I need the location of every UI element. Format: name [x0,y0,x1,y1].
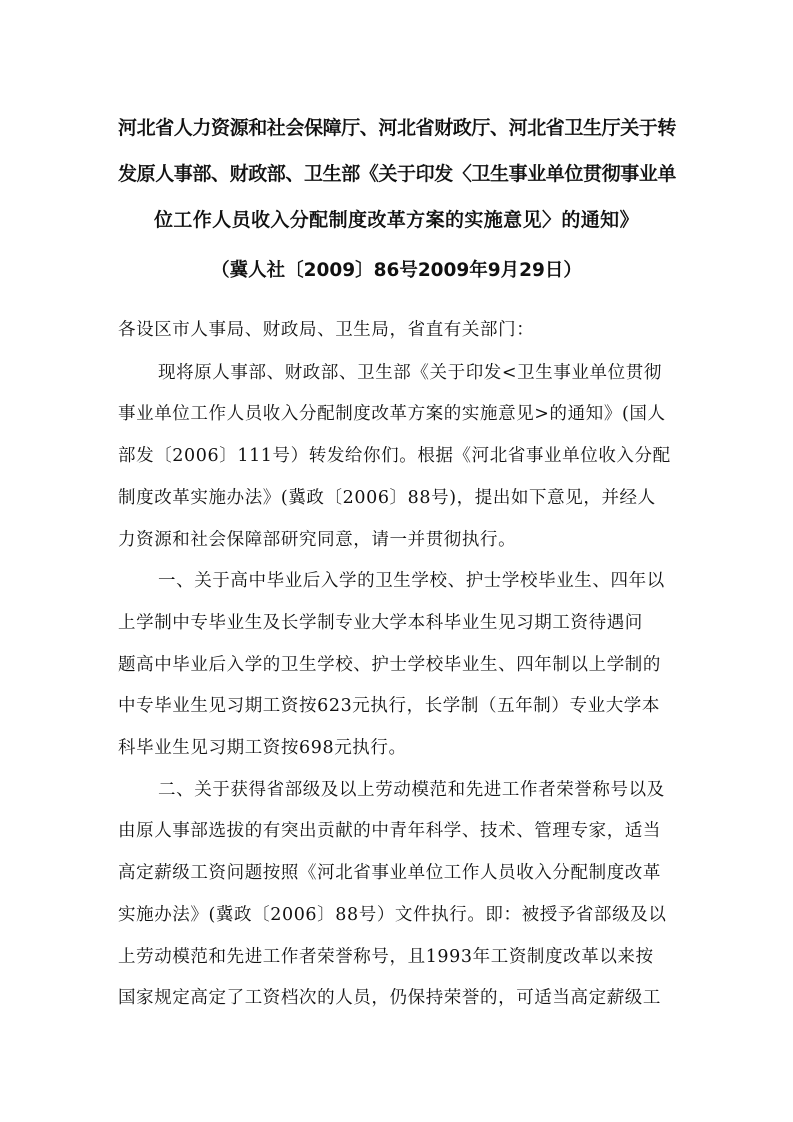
body-line: 由原人事部选拔的有突出贡献的中青年科学、技术、管理专家，适当 [118,821,661,841]
body-line: 二、关于获得省部级及以上劳动模范和先进工作者荣誉称号以及 [158,780,665,800]
body-line: 事业单位工作人员收入分配制度改革方案的实施意见>的通知》(国人 [118,404,666,424]
body-line: 力资源和社会保障部研究同意，请一并贯彻执行。 [118,530,517,550]
body-line: 国家规定高定了工资档次的人员，仍保持荣誉的，可适当高定薪级工 [118,988,661,1008]
salutation: 各设区市人事局、财政局、卫生局，省直有关部门： [118,320,535,340]
body-line: 现将原人事部、财政部、卫生部《关于印发<卫生事业单位贯彻 [158,363,662,383]
document-title-line-2: 发原人事部、财政部、卫生部《关于印发〈卫生事业单位贯彻事业单 [118,163,677,185]
body-line: 实施办法》(冀政〔2006〕88号）文件执行。即：被授予省部级及以 [118,905,667,925]
document-title-line-1: 河北省人力资源和社会保障厅、河北省财政厅、河北省卫生厅关于转 [118,117,677,139]
document-number: （冀人社〔2009〕86号2009年9月29日） [211,260,582,281]
body-line: 科毕业生见习期工资按698元执行。 [118,738,407,758]
body-line: 上劳动模范和先进工作者荣誉称号，且1993年工资制度改革以来按 [118,947,654,967]
document-title-line-3: 位工作人员收入分配制度改革方案的实施意见〉的通知》 [153,209,639,231]
body-line: 部发〔2006〕111号）转发给你们。根据《河北省事业单位收入分配 [118,446,671,466]
body-line: 上学制中专毕业生及长学制专业大学本科毕业生见习期工资待遇问 [118,613,643,633]
body-line: 制度改革实施办法》(冀政〔2006〕88号)，提出如下意见，并经人 [118,488,656,508]
body-line: 一、关于高中毕业后入学的卫生学校、护士学校毕业生、四年以 [158,571,665,591]
body-line: 高定薪级工资问题按照《河北省事业单位工作人员收入分配制度改革 [118,863,661,883]
body-line: 题高中毕业后入学的卫生学校、护士学校毕业生、四年制以上学制的 [118,655,661,675]
body-line: 中专毕业生见习期工资按623元执行，长学制（五年制）专业大学本 [118,696,660,716]
